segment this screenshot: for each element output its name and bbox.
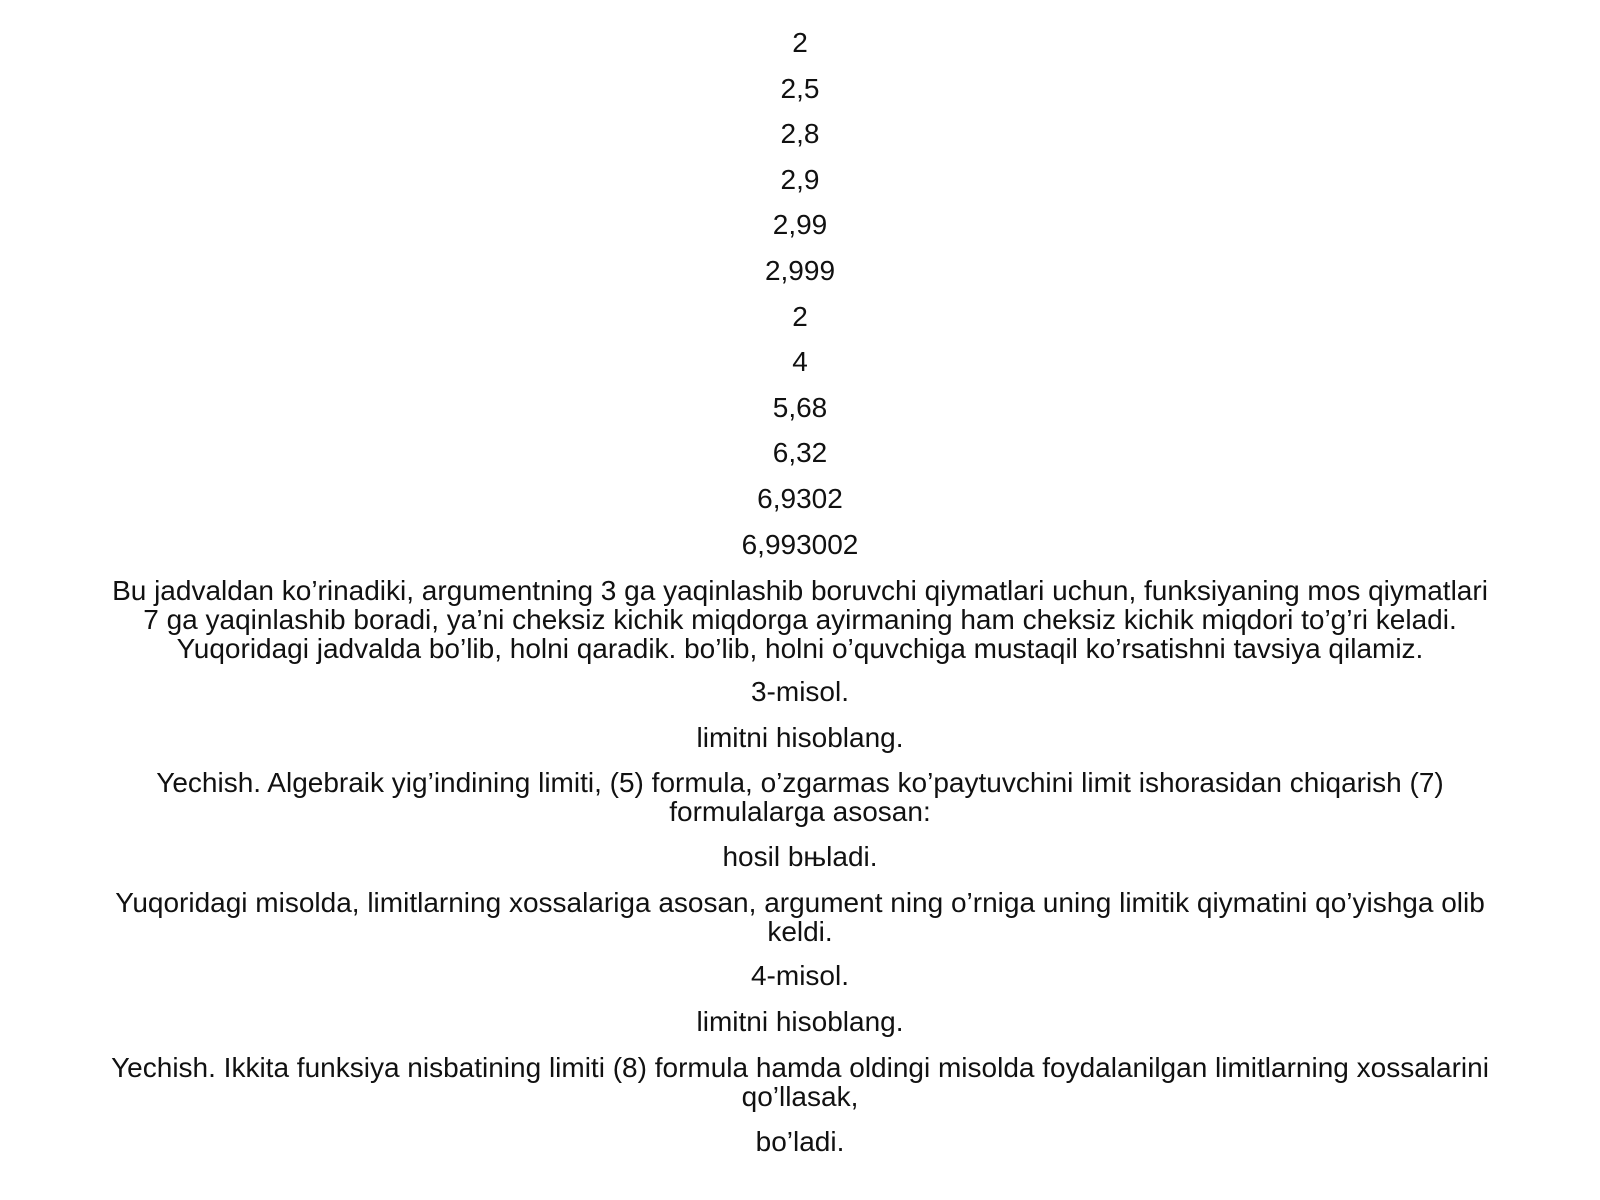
note-paragraph: [30, 888, 1570, 946]
paragraph-line: qo’llasak,: [741, 1081, 859, 1112]
paragraph-line: Bu jadvaldan ko’rinadiki, argumentning 3 ga yaqinlashib boruvchi qiymatlari uchun, funksiyaning mos qiymatlari: [112, 575, 1488, 606]
table-value: 4: [792, 346, 808, 377]
conclusion-paragraph: [30, 576, 1570, 663]
example-task: limitni hisoblang.: [696, 722, 904, 753]
paragraph-line: Yuqoridagi jadvalda bo’lib, holni qaradik. bo’lib, holni o’quvchiga mustaqil ko’rsatishni tavsiya qilamiz.: [176, 633, 1424, 664]
solution-result: bo’ladi.: [755, 1126, 845, 1157]
solution-paragraph: [30, 768, 1570, 826]
paragraph-line: 7 ga yaqinlashib boradi, ya’ni cheksiz kichik miqdorga ayirmaning ham cheksiz kichik miqdori to’g’ri keladi.: [143, 604, 1457, 635]
example-heading: 4-misol.: [750, 960, 849, 991]
table-value: 2,9: [780, 164, 820, 195]
table-value: 2: [792, 301, 808, 332]
paragraph-line: keldi.: [767, 916, 833, 947]
solution-paragraph: [30, 1053, 1570, 1111]
table-value: 5,68: [772, 392, 828, 423]
table-value: 2,5: [780, 73, 820, 104]
paragraph-line: Yechish. Ikkita funksiya nisbatining limiti (8) formula hamda oldingi misolda foydalanilgan limitlarning xossalarini: [111, 1052, 1489, 1083]
table-value: 6,993002: [741, 529, 859, 560]
paragraph-line: Yuqoridagi misolda, limitlarning xossalariga asosan, argument ning o’rniga uning limitik qiymatini qo’yishga olib: [115, 887, 1485, 918]
paragraph-line: formulalarga asosan:: [669, 796, 931, 827]
table-value: 2,99: [772, 209, 828, 240]
table-value: 6,32: [772, 437, 828, 468]
solution-result: hosil bњladi.: [722, 841, 878, 872]
table-value: 6,9302: [757, 483, 843, 514]
table-value: 2: [792, 27, 808, 58]
table-value: 2,999: [764, 255, 836, 286]
paragraph-line: Yechish. Algebraik yig’indining limiti, (5) formula, o’zgarmas ko’paytuvchini limit ishorasidan chiqarish (7): [156, 767, 1444, 798]
example-heading: 3-misol.: [750, 676, 849, 707]
example-task: limitni hisoblang.: [696, 1006, 904, 1037]
table-value: 2,8: [780, 118, 820, 149]
